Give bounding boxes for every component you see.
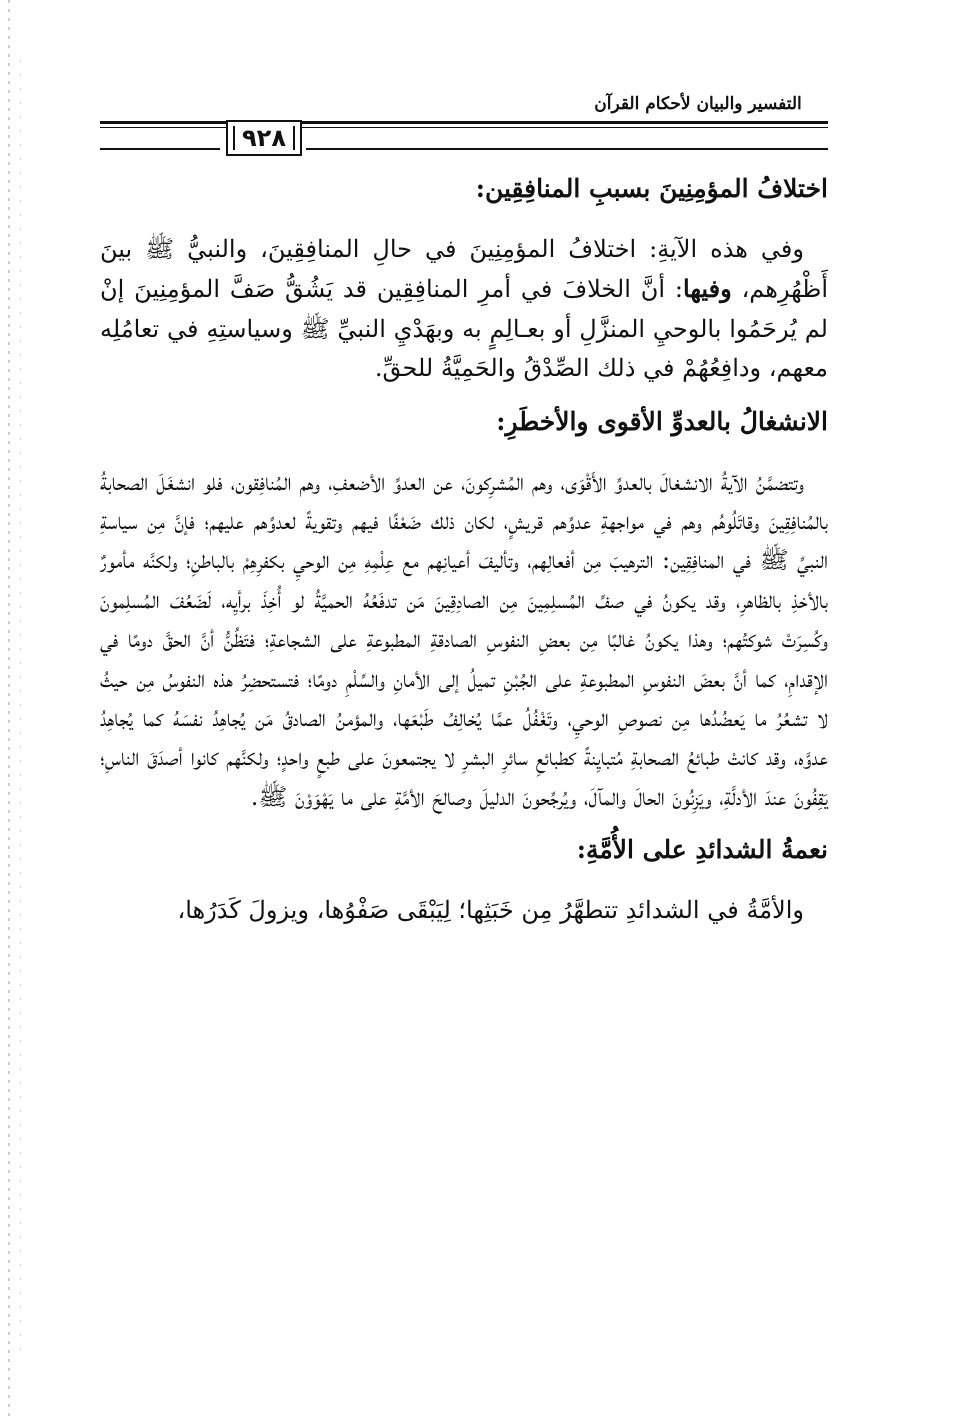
header-rule	[100, 148, 220, 150]
paragraph-text: وفي هذه الآيةِ: اختلافُ المؤمِنِينَ في حالِ المنافِقِينَ، والنبيُّ ﷺ بينَ أَظْهُرِهم،	[100, 235, 829, 304]
header-rule	[306, 148, 828, 150]
paragraph	[100, 891, 828, 930]
section	[100, 170, 828, 389]
running-title: التفسير والبيان لأحكام القرآن	[594, 94, 802, 114]
section	[100, 831, 828, 930]
header-rule	[100, 127, 828, 128]
section-heading: نعمةُ الشدائدِ على الأُمَّةِ:	[576, 835, 828, 865]
paragraph-text: : أنَّ الخلافَ في أمرِ المنافِقِين قد يَشُقُّ صَفَّ المؤمِنِينَ إنْ لم يُرحَمُوا بالوحيِ المنزَّلِ أو بعـالِمٍ به وبهَدْيِ النبيِّ ﷺ وسياستِهِ في تعامُلِه معهم، ودافِعُهُمْ في ذلك الصِّدْقُ والحَمِيَّةُ للحقِّ.	[100, 275, 828, 383]
section-heading: اختلافُ المؤمِنِينَ بسببِ المنافِقِين:	[475, 174, 828, 203]
page-number: ٩٢٨	[226, 120, 302, 156]
section	[100, 403, 828, 818]
page-body	[100, 170, 828, 931]
paragraph	[100, 463, 828, 818]
paragraph-text: والأمَّةُ في الشدائدِ تتطهَّرُ مِن خَبَثِها؛ لِيَبْقَى صَفْوُها، ويزولَ كَدَرُها،	[177, 896, 804, 925]
header-rule	[100, 121, 828, 124]
section-heading: الانشغالُ بالعدوِّ الأقوى والأخطَرِ:	[496, 406, 828, 436]
paragraph	[100, 230, 828, 389]
scan-edge-artifact	[20, 60, 21, 1360]
scan-edge-artifact	[8, 0, 10, 1417]
paragraph-bold-text: وفيها	[683, 274, 732, 304]
paragraph-text: وتتضمَّنُ الآيةُ الانشغالَ بالعدوِّ الأَقْوَى، وهم المُشرِكونَ، عن العدوِّ الأضعفِ، وهم المُنافِقون، فلو انشغَلَ الصحابةُ بالمُنافِقِينَ وقاتَلُوهُم وهم في مواجهةِ عدوِّهم قريشٍ، لكان ذلك ضَعْفًا فيهم وتقويةً لعدوِّهم عليهم؛ فإنَّ مِن سياسةِ النبيِّ ﷺ في المنافِقِين: الترهيبَ مِن أفعالِهم، وتأليفَ أعيانِهم مع عِلْمِهِ مِن الوحيِ بكفرِهِمْ بالباطنِ؛ ولكنَّه مأمورٌ بالأخذِ بالظاهرِ، وقد يكونُ في صفِّ المُسلِمِينَ مِن الصادِقِينَ مَن تدفَعُهُ الحميَّةُ لو أُخِذَ برأيِه، لَضَعُفَ المُسلِمونَ وكُسِرَتْ شوكتُهم؛ وهذا يكونُ غالبًا مِن بعضِ النفوسِ الصادقةِ المطبوعةِ على الشجاعةِ؛ فتَظُنُّ أنَّ الحقَّ دومًا في الإقدامِ، كما أنَّ بعضَ النفوسِ المطبوعةِ على الجُبْنِ تميلُ إلى الأمانِ والسِّلْمِ دومًا؛ فتستحضِرُ هذه النفوسُ مِن حيثُ لا تشعُرُ ما يَعضُدُها مِن نصوصِ الوحيِ، وتَغْفُلُ عمَّا يُخالِفُ طَبْعَها، والمؤمنُ الصادقُ مَن يُجاهِدُ نفسَهُ كما يُجاهِدُ عدوَّه، وقد كانتْ طبائعُ الصحابةِ مُتبايِنةً كطبائعِ سائرِ البشرِ لا يجتمعونَ على طبعٍ واحدٍ؛ ولكنَّهم كانوا أصدَقَ الناسِ؛ يَقِفُونَ عندَ الأدلَّةِ، ويَزِنُونَ الحالَ والمآلَ، ويُرجِّحونَ الدليلَ وصالحَ الأمَّةِ على ما يَهْوَوْنَ ﷺ.	[100, 467, 828, 811]
